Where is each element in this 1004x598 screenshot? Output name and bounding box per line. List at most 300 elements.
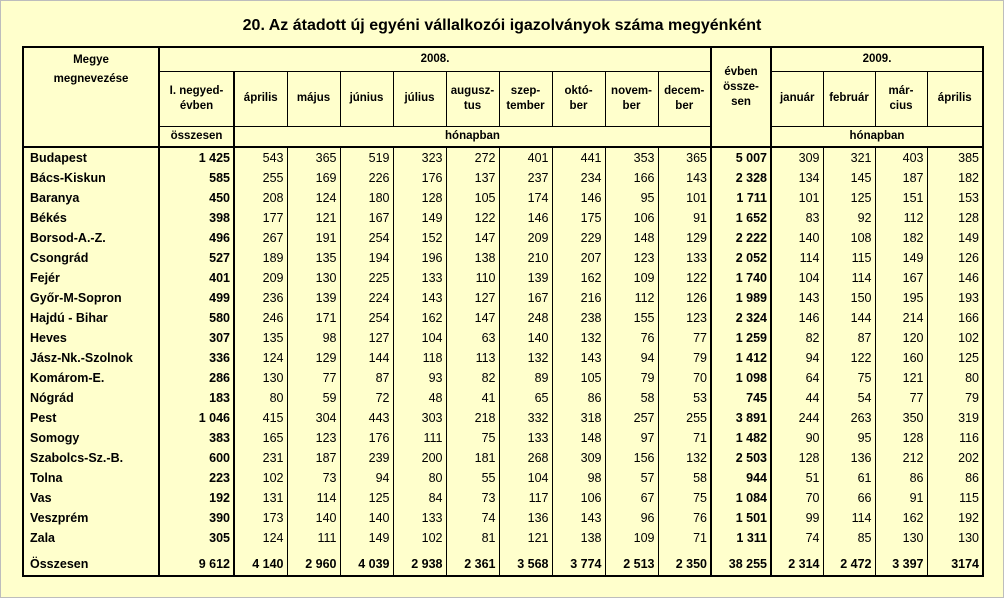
total-cell: 9 612: [159, 552, 234, 576]
year-2008-header: 2008.: [159, 47, 711, 71]
county-name: Győr-M-Sopron: [23, 288, 159, 308]
value-cell: 745: [711, 388, 771, 408]
value-cell: 223: [159, 468, 234, 488]
value-cell: 143: [393, 288, 446, 308]
value-cell: 499: [159, 288, 234, 308]
value-cell: 365: [658, 147, 711, 168]
value-cell: 132: [658, 448, 711, 468]
county-header-line2: megnevezése: [53, 73, 129, 85]
value-cell: 77: [287, 368, 340, 388]
month-2008-0: április: [234, 71, 287, 126]
value-cell: 146: [927, 268, 983, 288]
value-cell: 90: [771, 428, 823, 448]
value-cell: 332: [499, 408, 552, 428]
value-cell: 216: [552, 288, 605, 308]
value-cell: 130: [287, 268, 340, 288]
table-row: [23, 147, 983, 168]
county-name: Heves: [23, 328, 159, 348]
month-2008-8: decem-ber: [658, 71, 711, 126]
value-cell: 95: [823, 428, 875, 448]
value-cell: 149: [340, 528, 393, 548]
value-cell: 415: [234, 408, 287, 428]
value-cell: 177: [234, 208, 287, 228]
value-cell: 86: [552, 388, 605, 408]
value-cell: 57: [605, 468, 658, 488]
value-cell: 187: [287, 448, 340, 468]
month-2008-4: augusz-tus: [446, 71, 499, 126]
value-cell: 79: [658, 348, 711, 368]
total-cell: 38 255: [711, 552, 771, 576]
value-cell: 144: [823, 308, 875, 328]
value-cell: 114: [771, 248, 823, 268]
value-cell: 70: [771, 488, 823, 508]
value-cell: 129: [658, 228, 711, 248]
value-cell: 125: [823, 188, 875, 208]
value-cell: 1 711: [711, 188, 771, 208]
value-cell: 210: [499, 248, 552, 268]
value-cell: 66: [823, 488, 875, 508]
value-cell: 309: [552, 448, 605, 468]
month-2008-5: szep-tember: [499, 71, 552, 126]
value-cell: 96: [605, 508, 658, 528]
value-cell: 153: [927, 188, 983, 208]
value-cell: 115: [927, 488, 983, 508]
value-cell: 131: [234, 488, 287, 508]
value-cell: 140: [340, 508, 393, 528]
value-cell: 106: [605, 208, 658, 228]
value-cell: 140: [771, 228, 823, 248]
value-cell: 106: [552, 488, 605, 508]
value-cell: 74: [446, 508, 499, 528]
total-cell: 4 039: [340, 552, 393, 576]
value-cell: 53: [658, 388, 711, 408]
monthly-2008-header: hónapban: [234, 126, 711, 147]
value-cell: 212: [875, 448, 927, 468]
value-cell: 208: [234, 188, 287, 208]
value-cell: 309: [771, 147, 823, 168]
value-cell: 76: [605, 328, 658, 348]
value-cell: 365: [287, 147, 340, 168]
value-cell: 91: [658, 208, 711, 228]
value-cell: 125: [340, 488, 393, 508]
value-cell: 2 052: [711, 248, 771, 268]
value-cell: 167: [875, 268, 927, 288]
value-cell: 1 311: [711, 528, 771, 548]
value-cell: 146: [499, 208, 552, 228]
value-cell: 133: [658, 248, 711, 268]
value-cell: 155: [605, 308, 658, 328]
value-cell: 128: [771, 448, 823, 468]
value-cell: 160: [875, 348, 927, 368]
value-cell: 336: [159, 348, 234, 368]
value-cell: 1 098: [711, 368, 771, 388]
value-cell: 140: [499, 328, 552, 348]
value-cell: 183: [159, 388, 234, 408]
value-cell: 1 501: [711, 508, 771, 528]
county-name: Tolna: [23, 468, 159, 488]
value-cell: 150: [823, 288, 875, 308]
county-name: Szabolcs-Sz.-B.: [23, 448, 159, 468]
county-header-spacer: [23, 126, 159, 147]
value-cell: 124: [234, 348, 287, 368]
q1-header-line2: évben: [179, 99, 214, 112]
value-cell: 87: [823, 328, 875, 348]
value-cell: 1 652: [711, 208, 771, 228]
value-cell: 80: [234, 388, 287, 408]
total-cell: 2 350: [658, 552, 711, 576]
value-cell: 102: [234, 468, 287, 488]
value-cell: 94: [771, 348, 823, 368]
value-cell: 1 482: [711, 428, 771, 448]
value-cell: 194: [340, 248, 393, 268]
value-cell: 112: [875, 208, 927, 228]
table-row: [23, 488, 983, 508]
value-cell: 95: [605, 188, 658, 208]
county-name: Veszprém: [23, 508, 159, 528]
table-row: [23, 288, 983, 308]
value-cell: 239: [340, 448, 393, 468]
value-cell: 224: [340, 288, 393, 308]
table-row: [23, 388, 983, 408]
value-cell: 132: [499, 348, 552, 368]
value-cell: 123: [287, 428, 340, 448]
value-cell: 143: [552, 508, 605, 528]
table-row: [23, 228, 983, 248]
value-cell: 134: [771, 168, 823, 188]
value-cell: 180: [340, 188, 393, 208]
value-cell: 1 989: [711, 288, 771, 308]
value-cell: 74: [771, 528, 823, 548]
value-cell: 41: [446, 388, 499, 408]
value-cell: 127: [446, 288, 499, 308]
value-cell: 86: [875, 468, 927, 488]
value-cell: 167: [499, 288, 552, 308]
total-cell: 3 568: [499, 552, 552, 576]
value-cell: 51: [771, 468, 823, 488]
value-cell: 443: [340, 408, 393, 428]
value-cell: 234: [552, 168, 605, 188]
county-header: [23, 47, 159, 126]
value-cell: 174: [499, 188, 552, 208]
value-cell: 124: [234, 528, 287, 548]
value-cell: 1 084: [711, 488, 771, 508]
q1-header-line1: I. negyed-: [169, 84, 224, 97]
value-cell: 55: [446, 468, 499, 488]
value-cell: 229: [552, 228, 605, 248]
year-total-spacer: [711, 126, 771, 147]
value-cell: 112: [605, 288, 658, 308]
table-row: [23, 328, 983, 348]
value-cell: 128: [393, 188, 446, 208]
value-cell: 120: [875, 328, 927, 348]
value-cell: 139: [287, 288, 340, 308]
value-cell: 91: [875, 488, 927, 508]
value-cell: 58: [658, 468, 711, 488]
value-cell: 149: [875, 248, 927, 268]
month-2009-2: már-cius: [875, 71, 927, 126]
total-cell: 3174: [927, 552, 983, 576]
value-cell: 225: [340, 268, 393, 288]
county-name: Somogy: [23, 428, 159, 448]
total-row: [23, 552, 983, 576]
value-cell: 152: [393, 228, 446, 248]
value-cell: 254: [340, 228, 393, 248]
value-cell: 214: [875, 308, 927, 328]
value-cell: 116: [927, 428, 983, 448]
table-row: [23, 308, 983, 328]
value-cell: 218: [446, 408, 499, 428]
value-cell: 139: [499, 268, 552, 288]
value-cell: 182: [927, 168, 983, 188]
value-cell: 136: [823, 448, 875, 468]
year-total-header: [711, 47, 771, 126]
value-cell: 94: [340, 468, 393, 488]
value-cell: 162: [393, 308, 446, 328]
value-cell: 128: [927, 208, 983, 228]
value-cell: 98: [552, 468, 605, 488]
table-row: [23, 348, 983, 368]
table-row: [23, 368, 983, 388]
table-row: [23, 208, 983, 228]
value-cell: 65: [499, 388, 552, 408]
value-cell: 82: [446, 368, 499, 388]
value-cell: 267: [234, 228, 287, 248]
q1-total-header: összesen: [159, 126, 234, 147]
value-cell: 93: [393, 368, 446, 388]
value-cell: 181: [446, 448, 499, 468]
county-header-line1: Megye: [73, 54, 109, 66]
value-cell: 92: [823, 208, 875, 228]
value-cell: 104: [393, 328, 446, 348]
value-cell: 398: [159, 208, 234, 228]
county-name: Békés: [23, 208, 159, 228]
value-cell: 147: [446, 228, 499, 248]
value-cell: 272: [446, 147, 499, 168]
value-cell: 114: [287, 488, 340, 508]
value-cell: 176: [393, 168, 446, 188]
value-cell: 143: [552, 348, 605, 368]
table-row: [23, 528, 983, 548]
value-cell: 75: [446, 428, 499, 448]
value-cell: 944: [711, 468, 771, 488]
value-cell: 135: [234, 328, 287, 348]
value-cell: 132: [552, 328, 605, 348]
value-cell: 130: [927, 528, 983, 548]
total-label: Összesen: [23, 552, 159, 576]
value-cell: 226: [340, 168, 393, 188]
value-cell: 77: [658, 328, 711, 348]
value-cell: 151: [875, 188, 927, 208]
monthly-2009-header: hónapban: [771, 126, 983, 147]
value-cell: 84: [393, 488, 446, 508]
value-cell: 144: [340, 348, 393, 368]
value-cell: 128: [875, 428, 927, 448]
value-cell: 450: [159, 188, 234, 208]
value-cell: 122: [823, 348, 875, 368]
value-cell: 209: [234, 268, 287, 288]
value-cell: 496: [159, 228, 234, 248]
county-name: Baranya: [23, 188, 159, 208]
month-2008-1: május: [287, 71, 340, 126]
value-cell: 71: [658, 428, 711, 448]
value-cell: 75: [823, 368, 875, 388]
value-cell: 113: [446, 348, 499, 368]
value-cell: 99: [771, 508, 823, 528]
value-cell: 200: [393, 448, 446, 468]
value-cell: 143: [771, 288, 823, 308]
value-cell: 138: [446, 248, 499, 268]
value-cell: 104: [771, 268, 823, 288]
value-cell: 268: [499, 448, 552, 468]
value-cell: 390: [159, 508, 234, 528]
value-cell: 305: [159, 528, 234, 548]
value-cell: 286: [159, 368, 234, 388]
value-cell: 2 503: [711, 448, 771, 468]
value-cell: 109: [605, 528, 658, 548]
value-cell: 114: [823, 508, 875, 528]
total-cell: 3 774: [552, 552, 605, 576]
value-cell: 543: [234, 147, 287, 168]
value-cell: 149: [927, 228, 983, 248]
q1-header: [159, 71, 234, 126]
value-cell: 255: [234, 168, 287, 188]
value-cell: 441: [552, 147, 605, 168]
value-cell: 58: [605, 388, 658, 408]
value-cell: 89: [499, 368, 552, 388]
value-cell: 148: [552, 428, 605, 448]
value-cell: 307: [159, 328, 234, 348]
value-cell: 133: [393, 268, 446, 288]
value-cell: 87: [340, 368, 393, 388]
value-cell: 121: [287, 208, 340, 228]
value-cell: 75: [658, 488, 711, 508]
table-title: 20. Az átadott új egyéni vállalkozói igazolványok száma megyénként: [242, 17, 762, 34]
value-cell: 385: [927, 147, 983, 168]
value-cell: 130: [234, 368, 287, 388]
total-cell: 2 361: [446, 552, 499, 576]
total-cell: 2 960: [287, 552, 340, 576]
value-cell: 143: [658, 168, 711, 188]
value-cell: 64: [771, 368, 823, 388]
value-cell: 350: [875, 408, 927, 428]
value-cell: 71: [658, 528, 711, 548]
value-cell: 303: [393, 408, 446, 428]
county-name: Zala: [23, 528, 159, 548]
value-cell: 123: [605, 248, 658, 268]
table-row: [23, 448, 983, 468]
value-cell: 383: [159, 428, 234, 448]
value-cell: 231: [234, 448, 287, 468]
value-cell: 102: [393, 528, 446, 548]
month-2008-3: július: [393, 71, 446, 126]
value-cell: 166: [605, 168, 658, 188]
value-cell: 126: [658, 288, 711, 308]
value-cell: 401: [499, 147, 552, 168]
value-cell: 167: [340, 208, 393, 228]
value-cell: 193: [927, 288, 983, 308]
value-cell: 255: [658, 408, 711, 428]
county-name: Nógrád: [23, 388, 159, 408]
county-name: Borsod-A.-Z.: [23, 228, 159, 248]
table-row: [23, 428, 983, 448]
value-cell: 44: [771, 388, 823, 408]
value-cell: 133: [393, 508, 446, 528]
total-cell: 2 938: [393, 552, 446, 576]
value-cell: 149: [393, 208, 446, 228]
value-cell: 192: [927, 508, 983, 528]
value-cell: 145: [823, 168, 875, 188]
month-2009-3: április: [927, 71, 983, 126]
total-cell: 2 513: [605, 552, 658, 576]
county-name: Fejér: [23, 268, 159, 288]
value-cell: 77: [875, 388, 927, 408]
value-cell: 73: [287, 468, 340, 488]
value-cell: 254: [340, 308, 393, 328]
value-cell: 118: [393, 348, 446, 368]
value-cell: 171: [287, 308, 340, 328]
value-cell: 114: [823, 268, 875, 288]
value-cell: 195: [875, 288, 927, 308]
value-cell: 2 328: [711, 168, 771, 188]
value-cell: 209: [499, 228, 552, 248]
value-cell: 122: [658, 268, 711, 288]
table-row: [23, 508, 983, 528]
value-cell: 246: [234, 308, 287, 328]
county-name: Komárom-E.: [23, 368, 159, 388]
value-cell: 94: [605, 348, 658, 368]
value-cell: 318: [552, 408, 605, 428]
value-cell: 98: [287, 328, 340, 348]
value-cell: 1 259: [711, 328, 771, 348]
value-cell: 79: [605, 368, 658, 388]
year-2009-header: 2009.: [771, 47, 983, 71]
value-cell: 162: [552, 268, 605, 288]
value-cell: 80: [927, 368, 983, 388]
value-cell: 111: [393, 428, 446, 448]
value-cell: 192: [159, 488, 234, 508]
value-cell: 137: [446, 168, 499, 188]
value-cell: 519: [340, 147, 393, 168]
value-cell: 236: [234, 288, 287, 308]
value-cell: 140: [287, 508, 340, 528]
value-cell: 85: [823, 528, 875, 548]
value-cell: 263: [823, 408, 875, 428]
value-cell: 111: [287, 528, 340, 548]
month-2008-6: októ-ber: [552, 71, 605, 126]
table-row: [23, 188, 983, 208]
value-cell: 59: [287, 388, 340, 408]
value-cell: 129: [287, 348, 340, 368]
county-name: Pest: [23, 408, 159, 428]
value-cell: 136: [499, 508, 552, 528]
value-cell: 191: [287, 228, 340, 248]
value-cell: 73: [446, 488, 499, 508]
value-cell: 146: [771, 308, 823, 328]
value-cell: 83: [771, 208, 823, 228]
value-cell: 166: [927, 308, 983, 328]
value-cell: 70: [658, 368, 711, 388]
month-2009-0: január: [771, 71, 823, 126]
month-2008-7: novem-ber: [605, 71, 658, 126]
value-cell: 81: [446, 528, 499, 548]
value-cell: 156: [605, 448, 658, 468]
value-cell: 175: [552, 208, 605, 228]
county-name: Bács-Kiskun: [23, 168, 159, 188]
value-cell: 82: [771, 328, 823, 348]
county-name: Budapest: [23, 147, 159, 168]
value-cell: 122: [446, 208, 499, 228]
value-cell: 1 740: [711, 268, 771, 288]
